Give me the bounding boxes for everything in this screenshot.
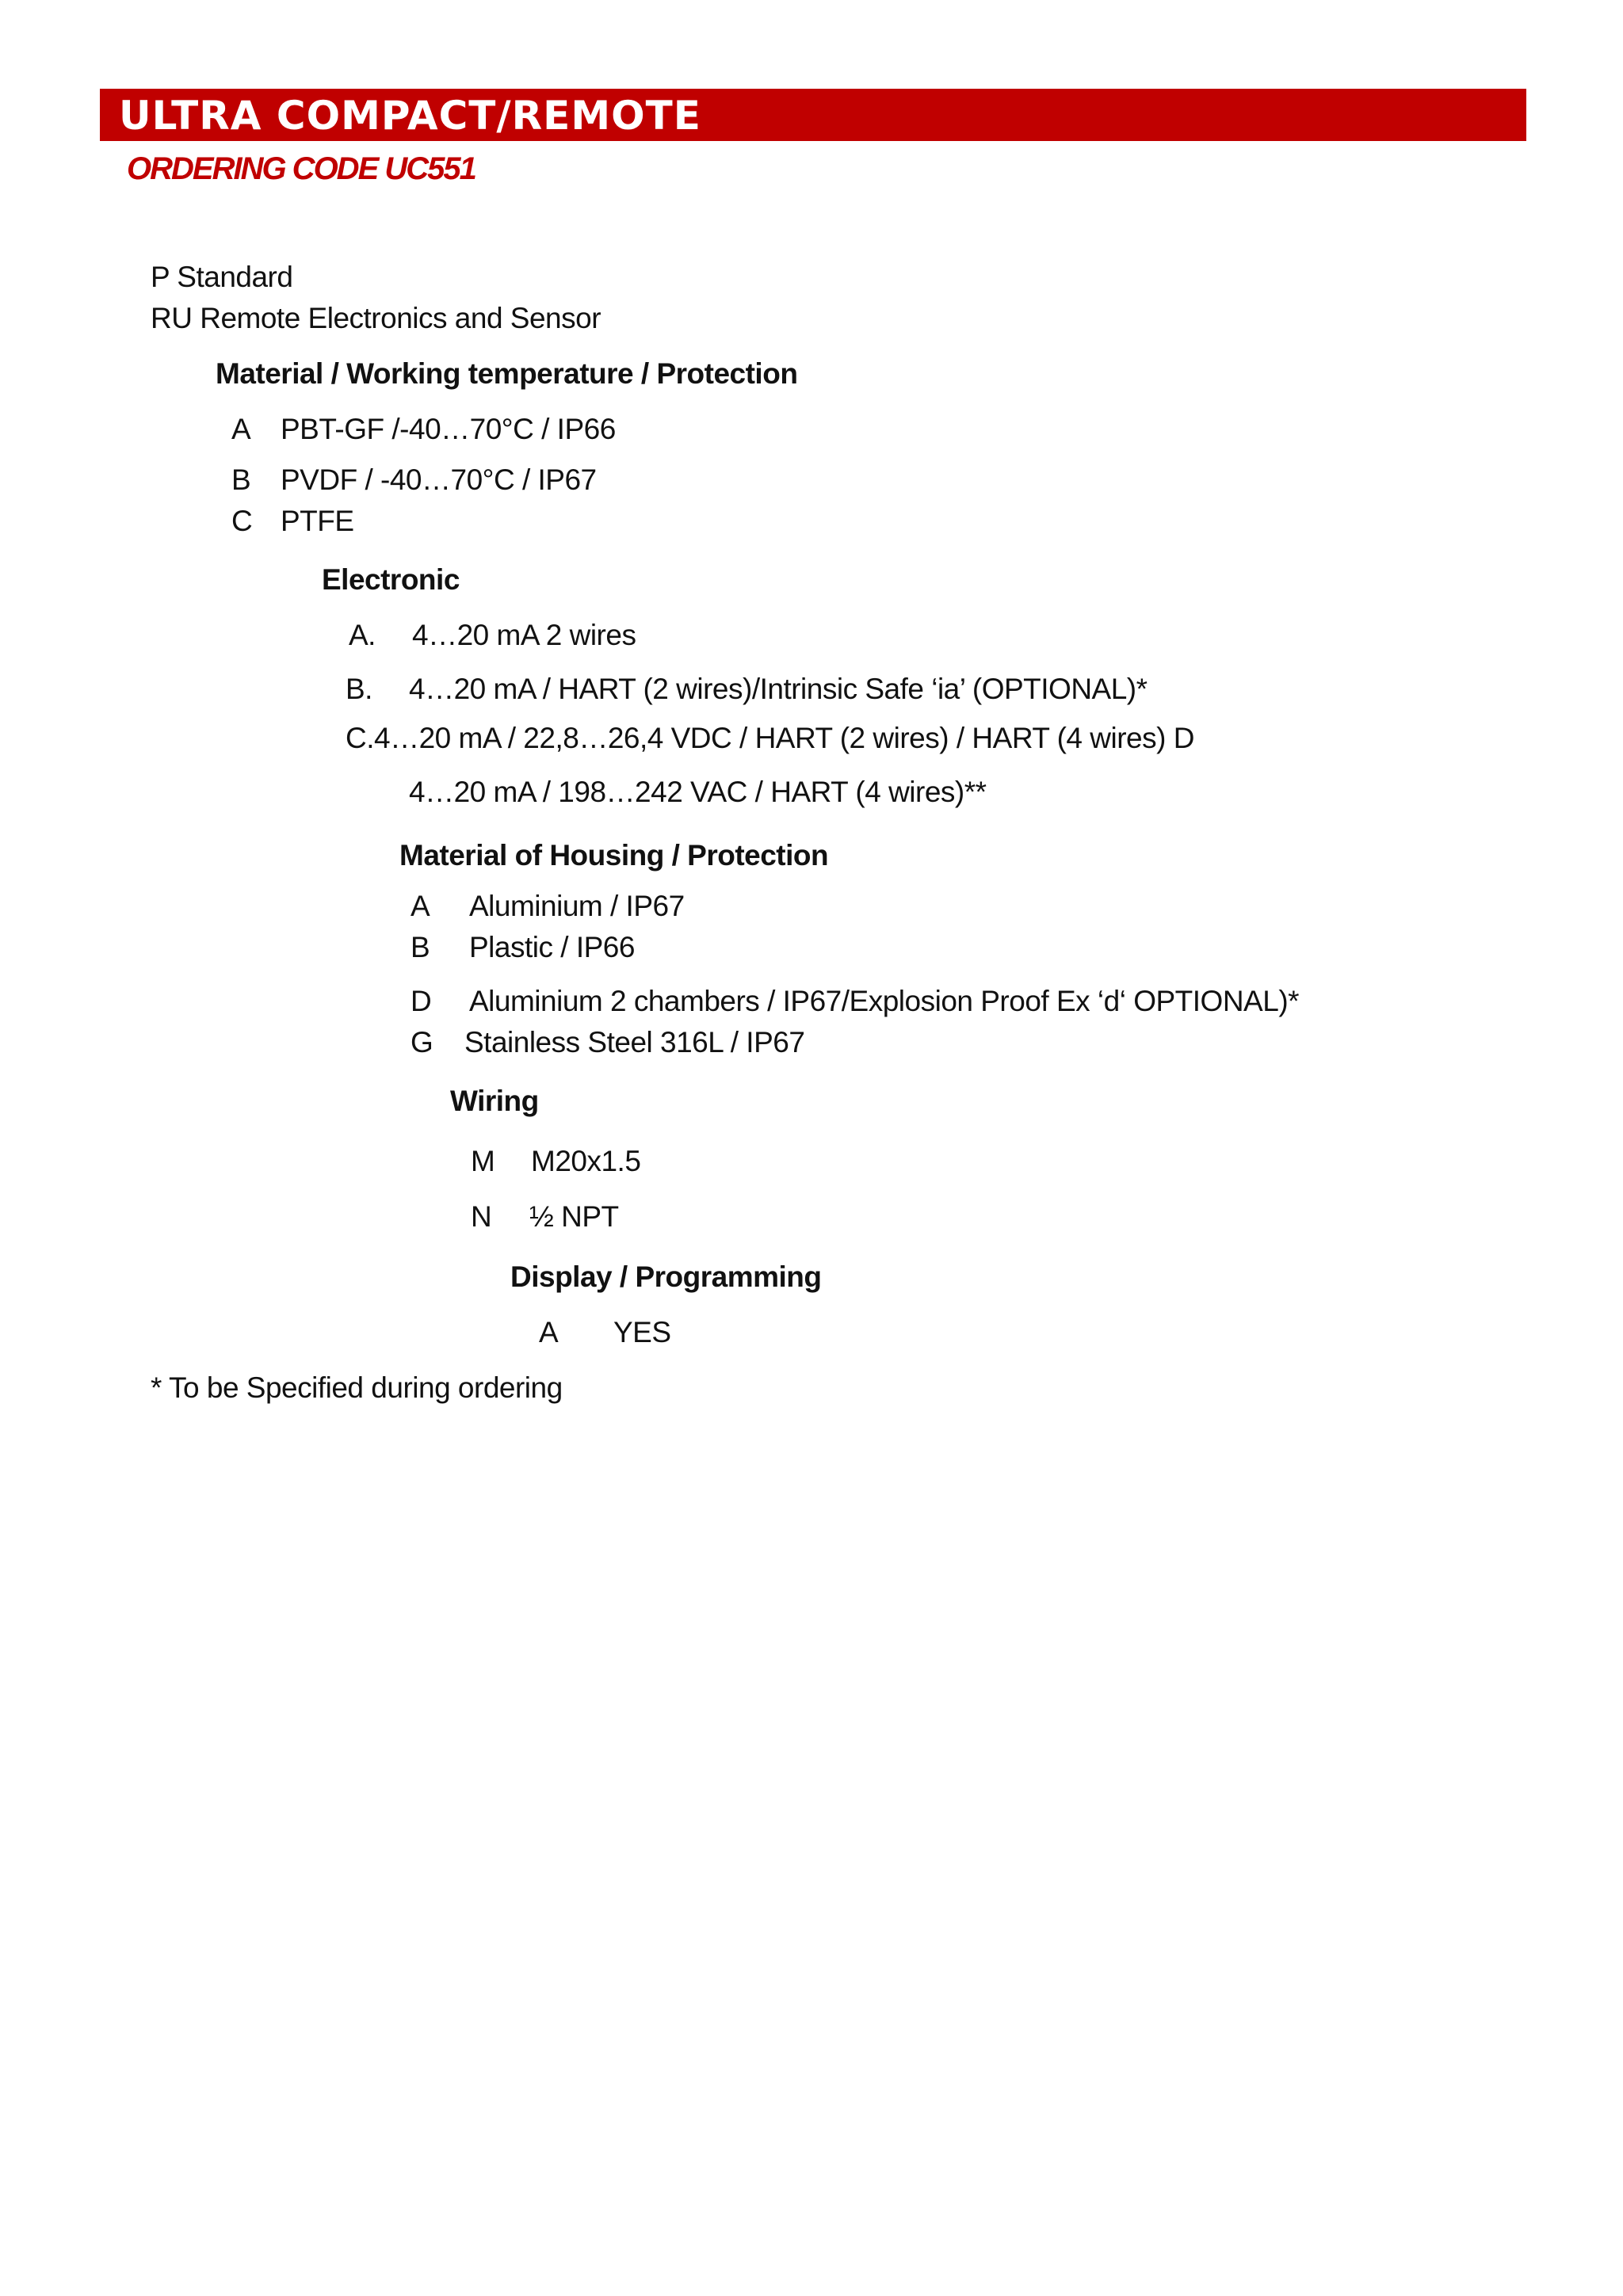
housing-label-g: Stainless Steel 316L / IP67 (464, 1026, 805, 1058)
material-code-b: B (231, 463, 251, 496)
electronic-label-a: 4…20 mA 2 wires (412, 619, 636, 651)
wiring-label-m: M20x1.5 (531, 1145, 641, 1177)
wiring-label-n: ½ NPT (529, 1200, 619, 1233)
housing-code-g: G (411, 1026, 433, 1058)
wiring-code-m: M (471, 1145, 495, 1177)
housing-heading: Material of Housing / Protection (399, 839, 829, 871)
electronic-line-d: 4…20 mA / 198…242 VAC / HART (4 wires)** (409, 776, 987, 808)
housing-label-d: Aluminium 2 chambers / IP67/Explosion Proof Ex ‘d‘ OPTIONAL)* (469, 985, 1300, 1017)
housing-label-a: Aluminium / IP67 (469, 890, 685, 922)
display-code-a: A (539, 1316, 559, 1348)
version-standard: P Standard (151, 261, 293, 293)
material-label-b: PVDF / -40…70°C / IP67 (281, 463, 597, 496)
version-remote: RU Remote Electronics and Sensor (151, 302, 601, 334)
title-bar (100, 89, 1526, 141)
footnote: * To be Specified during ordering (151, 1371, 563, 1404)
wiring-heading: Wiring (450, 1085, 539, 1117)
material-label-a: PBT-GF /-40…70°C / IP66 (281, 413, 616, 445)
wiring-code-n: N (471, 1200, 492, 1233)
electronic-line-c: C.4…20 mA / 22,8…26,4 VDC / HART (2 wires) / HART (4 wires) D (346, 722, 1194, 754)
housing-code-d: D (411, 985, 432, 1017)
material-code-a: A (231, 413, 251, 445)
electronic-code-a: A. (349, 619, 376, 651)
housing-label-b: Plastic / IP66 (469, 931, 635, 963)
material-heading: Material / Working temperature / Protection (216, 357, 798, 390)
housing-code-b: B (411, 931, 430, 963)
ordering-code-subtitle: ORDERING CODE UC551 (127, 151, 475, 186)
electronic-code-b: B. (346, 673, 372, 705)
material-code-c: C (231, 505, 253, 537)
display-label-a: YES (613, 1316, 671, 1348)
display-heading: Display / Programming (510, 1261, 822, 1293)
electronic-label-b: 4…20 mA / HART (2 wires)/Intrinsic Safe ‘ia’ (OPTIONAL)* (409, 673, 1148, 705)
electronic-heading: Electronic (322, 563, 460, 596)
housing-code-a: A (411, 890, 430, 922)
material-label-c: PTFE (281, 505, 354, 537)
page-title: ULTRA COMPACT/REMOTE (119, 93, 701, 139)
